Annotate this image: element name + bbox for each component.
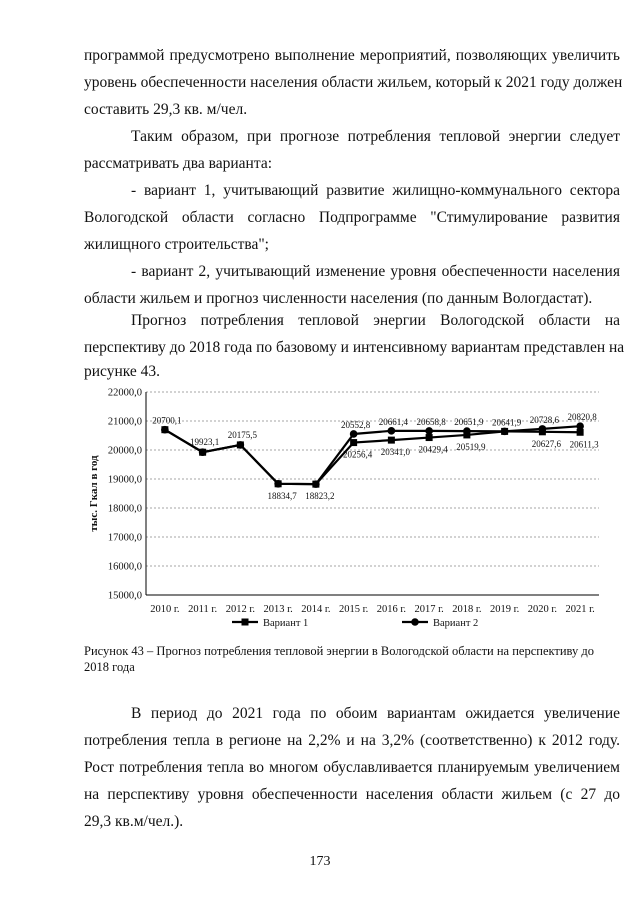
- data-label: 20611,3: [569, 439, 599, 450]
- data-point: [199, 448, 207, 456]
- x-tick-label: 2017 г.: [414, 604, 444, 615]
- data-label: 20661,4: [378, 416, 408, 427]
- data-point: [388, 437, 395, 444]
- x-tick-label: 2013 г.: [263, 604, 293, 615]
- x-tick-label: 2014 г.: [301, 604, 331, 615]
- data-point: [312, 480, 320, 488]
- text-line: - вариант 2, учитывающий изменение уровня обеспеченности населения: [131, 263, 620, 280]
- text-line: В период до 2021 года по обоим вариантам ожидается увеличение: [131, 705, 620, 722]
- legend-label: Вариант 2: [433, 618, 479, 629]
- data-point: [161, 426, 169, 434]
- data-label: 20651,9: [454, 417, 484, 428]
- y-tick-label: 22000,0: [107, 387, 142, 399]
- data-label: 18834,7: [267, 490, 297, 501]
- x-tick-label: 2018 г.: [452, 604, 482, 615]
- data-point: [539, 425, 547, 433]
- y-tick-label: 21000,0: [107, 416, 142, 428]
- data-label: 20658,8: [416, 416, 446, 427]
- heat-consumption-chart: [84, 384, 604, 634]
- data-label: 20429,4: [418, 444, 448, 455]
- y-tick-label: 16000,0: [107, 561, 142, 573]
- data-point: [274, 480, 282, 488]
- data-label: 19923,1: [190, 437, 220, 448]
- text-line: области жильем и прогноз численности населения (по данным Вологдастат).: [84, 290, 593, 307]
- data-point: [426, 434, 433, 441]
- data-label: 20256,4: [343, 449, 373, 460]
- data-point: [501, 428, 509, 436]
- data-label: 20728,6: [529, 414, 559, 425]
- text-line: - вариант 1, учитывающий развитие жилищно-коммунального сектора: [131, 182, 620, 199]
- data-point: [463, 427, 471, 435]
- legend-label: Вариант 1: [263, 618, 309, 629]
- data-label: 20700,1: [152, 415, 182, 426]
- text-line: Вологодской области согласно Подпрограмме "Стимулирование развития: [84, 209, 620, 226]
- data-label: 20552,8: [341, 419, 371, 430]
- text-line: на перспективу уровня обеспеченности населения области жильем (с 27 до: [84, 786, 620, 803]
- page-number: 173: [309, 854, 331, 869]
- text-line: программой предусмотрено выполнение мероприятий, позволяющих увеличить: [84, 47, 620, 64]
- data-point: [388, 427, 396, 435]
- data-label: 20820,8: [567, 412, 597, 423]
- data-point: [425, 427, 433, 435]
- legend-marker: [411, 618, 419, 626]
- x-tick-label: 2011 г.: [188, 604, 218, 615]
- text-line: перспективу до 2018 года по базовому и интенсивному вариантам представлен на: [84, 339, 625, 356]
- x-tick-label: 2016 г.: [376, 604, 407, 615]
- text-line: Таким образом, при прогнозе потребления тепловой энергии следует: [131, 128, 620, 145]
- figure-caption: Рисунок 43 – Прогноз потребления тепловой энергии в Вологодской области на перспективу до 2018 года: [84, 644, 595, 674]
- y-tick-label: 17000,0: [107, 532, 142, 544]
- text-line: Прогноз потребления тепловой энергии Вологодской области на: [131, 312, 620, 329]
- y-tick-label: 18000,0: [107, 503, 142, 515]
- data-point: [237, 441, 245, 449]
- data-label: 20641,9: [492, 417, 522, 428]
- data-label: 18823,2: [305, 491, 335, 502]
- x-tick-label: 2019 г.: [489, 604, 520, 615]
- text-line: жилищного строительства";: [84, 236, 269, 253]
- data-label: 20341,0: [380, 447, 410, 458]
- data-label: 20519,9: [456, 441, 486, 452]
- text-line: 29,3 кв.м/чел.).: [84, 813, 184, 830]
- y-tick-label: 15000,0: [107, 590, 142, 602]
- data-label: 20175,5: [227, 429, 257, 440]
- x-tick-label: 2021 г.: [565, 604, 595, 615]
- text-line: уровень обеспеченности населения области жильем, который к 2021 году должен: [84, 74, 623, 91]
- legend-marker: [242, 619, 249, 626]
- text-line: рассматривать два варианта:: [84, 155, 273, 172]
- x-tick-label: 2015 г.: [338, 604, 369, 615]
- text-line: рисунке 43.: [84, 363, 161, 380]
- data-point: [576, 422, 584, 430]
- x-tick-label: 2012 г.: [225, 604, 256, 615]
- text-line: потребления тепла в регионе на 2,2% и на 3,2% (соответственно) к 2012 году.: [84, 732, 620, 749]
- data-point: [350, 439, 357, 446]
- text-line: Рост потребления тепла во многом обуславливается планируемым увеличением: [84, 759, 620, 776]
- x-tick-label: 2020 г.: [527, 604, 558, 615]
- x-tick-label: 2010 г.: [150, 604, 180, 615]
- y-axis-label: тыс. Гкал в год: [88, 455, 100, 532]
- y-tick-label: 20000,0: [107, 445, 142, 457]
- data-label: 20627,6: [531, 438, 561, 449]
- text-line: составить 29,3 кв. м/чел.: [84, 101, 248, 118]
- y-tick-label: 19000,0: [107, 474, 142, 486]
- data-point: [350, 430, 358, 438]
